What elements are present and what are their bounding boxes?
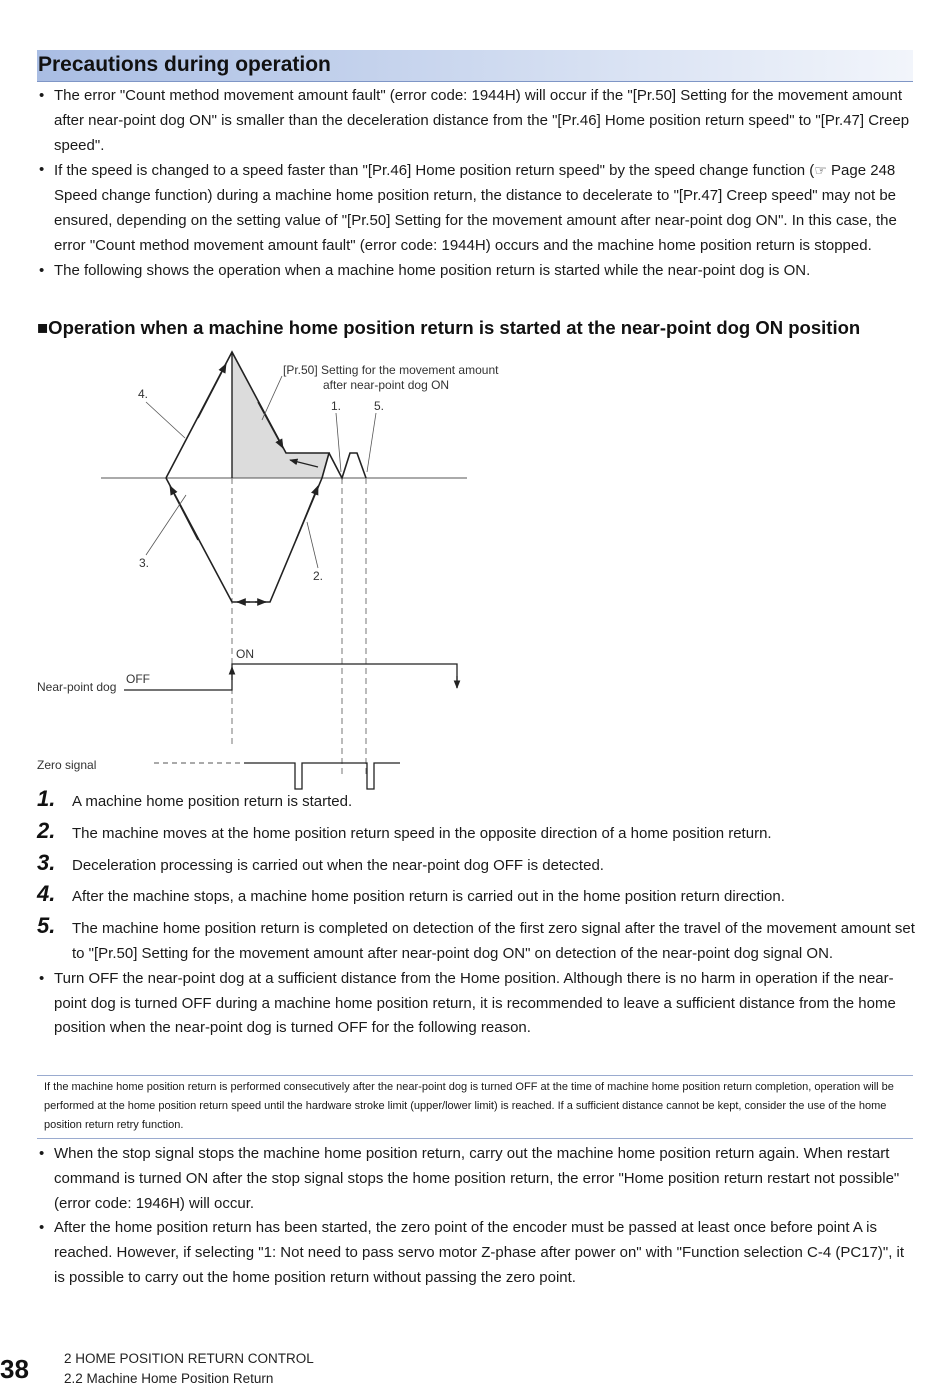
footer-chapter: 2 HOME POSITION RETURN CONTROL — [64, 1351, 314, 1366]
label-step-3: 3. — [139, 556, 150, 570]
bullet-text: If the speed is changed to a speed faster than "[Pr.46] Home position return speed" by the speed change function ( — [54, 162, 815, 180]
restart-precautions-list — [37, 1142, 917, 1291]
step-number: 4. — [37, 881, 56, 907]
page-reference-link[interactable]: Page 248 Speed change function) during a machine home position return, the distance to decelerate to "[Pr.47] Creep speed" may not be ensured, depending on the setting value of "[Pr.50] Setting for the movement amount after near-point dog ON". In this case, the error "Count method movement amount fault" (error code: 1944H) occurs and the machine home position return is stopped. — [54, 162, 897, 254]
bullet-item: • If the speed is changed to a speed faster than "[Pr.46] Home position return speed" by the speed change function (☞ Page 248 Speed change function) during a machine home position return, the distance to decelerate to "[Pr.47] Creep speed" may not be ensured, depending on the setting value of "[Pr.50] Setting for the movement amount after near-point dog ON". In this case, the error "Count method movement amount fault" (error code: 1944H) occurs and the machine home position return is stopped. — [39, 161, 897, 254]
bullet-text: When the stop signal stops the machine home position return, carry out the machine home position return again. When restart command is turned ON after the stop signal stops the home position return, the error "Home position return restart not possible" (error code: 1946H) will occur. — [54, 1145, 900, 1212]
pointing-hand-icon: ☞ — [814, 162, 827, 179]
footer-section: 2.2 Machine Home Position Return — [64, 1371, 274, 1386]
callout-pr50-line1: [Pr.50] Setting for the movement amount — [283, 363, 499, 377]
precautions-list — [37, 84, 917, 283]
step-item — [37, 786, 917, 815]
operation-timing-diagram — [0, 340, 540, 795]
step-number: 3. — [37, 849, 56, 875]
step-text: The machine moves at the home position return speed in the opposite direction of a home position return. — [72, 824, 772, 842]
near-point-dog-label: Near-point dog — [37, 680, 117, 694]
page-number: 38 — [0, 1354, 29, 1384]
note-box — [37, 1075, 913, 1139]
step-item — [37, 881, 917, 910]
note-text: If the machine home position return is performed consecutively after the near-point dog is turned OFF at the time of machine home position return completion, operation will be performed at the home position return speed until the hardware stroke limit (upper/lower limit) is reached. If a sufficient distance cannot be kept, consider the use of the home position return retry function. — [44, 1081, 894, 1131]
sub-heading: ■Operation when a machine home position return is started at the near-point dog ON position — [37, 317, 861, 338]
label-step-4: 4. — [138, 387, 149, 401]
section-title: Precautions during operation — [38, 53, 331, 76]
step-number: 2. — [37, 817, 56, 843]
label-step-1: 1. — [331, 399, 342, 413]
callout-pr50-line2: after near-point dog ON — [323, 378, 450, 392]
bullet-item: • When the stop signal stops the machine home position return, carry out the machine home position return again. When restart command is turned ON after the stop signal stops the home position return, the error "Home position return restart not possible" (error code: 1946H) will occur. — [39, 1145, 900, 1212]
near-point-dog-signal — [124, 664, 457, 690]
zero-signal-pulses — [244, 763, 400, 789]
on-label: ON — [236, 647, 254, 661]
bullet-item: • The error "Count method movement amount fault" (error code: 1944H) will occur if the "[Pr.50] Setting for the movement amount after near-point dog ON" is smaller than the deceleration distance from the "[Pr.46] Home position return speed" to "[Pr.47] Creep speed". — [39, 87, 910, 154]
operation-steps — [37, 786, 917, 1041]
bullet-text: After the home position return has been started, the zero point of the encoder must be passed at least once before point A is reached. However, if selecting "1: Not need to pass servo motor Z-phase after power on" with "Function selection C-4 (PC17)", it is possible to carry out the home position return without passing the zero point. — [54, 1219, 905, 1286]
label-step-2: 2. — [313, 569, 324, 583]
step-text: Deceleration processing is carried out when the near-point dog OFF is detected. — [72, 856, 604, 874]
bullet-item: • Turn OFF the near-point dog at a sufficient distance from the Home position. Although there is no harm in operation if the near-point dog is turned OFF during a machine home position return, it is recommended to leave a sufficient distance from the home position when the near-point dog is turned OFF for the following reason. — [39, 969, 896, 1037]
step-text: A machine home position return is started. — [72, 793, 353, 810]
section-header — [37, 50, 913, 82]
reverse-profile — [166, 478, 322, 602]
bullet-item: • After the home position return has been started, the zero point of the encoder must be passed at least once before point A is reached. However, if selecting "1: Not need to pass servo motor Z-phase after power on" with "Function selection C-4 (PC17)", it is possible to carry out the home position return without passing the zero point. — [39, 1219, 905, 1286]
zero-signal-label: Zero signal — [37, 758, 97, 772]
bullet-text: The error "Count method movement amount fault" (error code: 1944H) will occur if the "[Pr.50] Setting for the movement amount after near-point dog ON" is smaller than the deceleration distance from the "[Pr.46] Home position return speed" to "[Pr.47] Creep speed". — [54, 87, 910, 154]
step-number: 5. — [37, 913, 56, 939]
creep-profile — [329, 453, 366, 478]
bullet-text: Turn OFF the near-point dog at a sufficient distance from the Home position. Although there is no harm in operation if the near-point dog is turned OFF during a machine home position return, it is recommended to leave a sufficient distance from the home position when the near-point dog is turned OFF for the following reason. — [54, 969, 896, 1037]
bullet-text: The following shows the operation when a machine home position return is started while the near-point dog is ON. — [54, 261, 811, 279]
off-label: OFF — [126, 672, 150, 686]
step-number: 1. — [37, 786, 56, 811]
step-item — [37, 817, 917, 847]
step-item — [37, 849, 917, 879]
step-text: After the machine stops, a machine home position return is carried out in the home position return direction. — [72, 888, 785, 906]
bullet-item: • The following shows the operation when a machine home position return is started while the near-point dog is ON. — [39, 261, 811, 279]
step-text: The machine home position return is completed on detection of the first zero signal after the travel of the movement amount set to "[Pr.50] Setting for the movement amount after near-point dog ON" on detection of the near-point dog signal ON. — [72, 920, 915, 962]
step-item — [37, 913, 917, 967]
label-step-5: 5. — [374, 399, 385, 413]
